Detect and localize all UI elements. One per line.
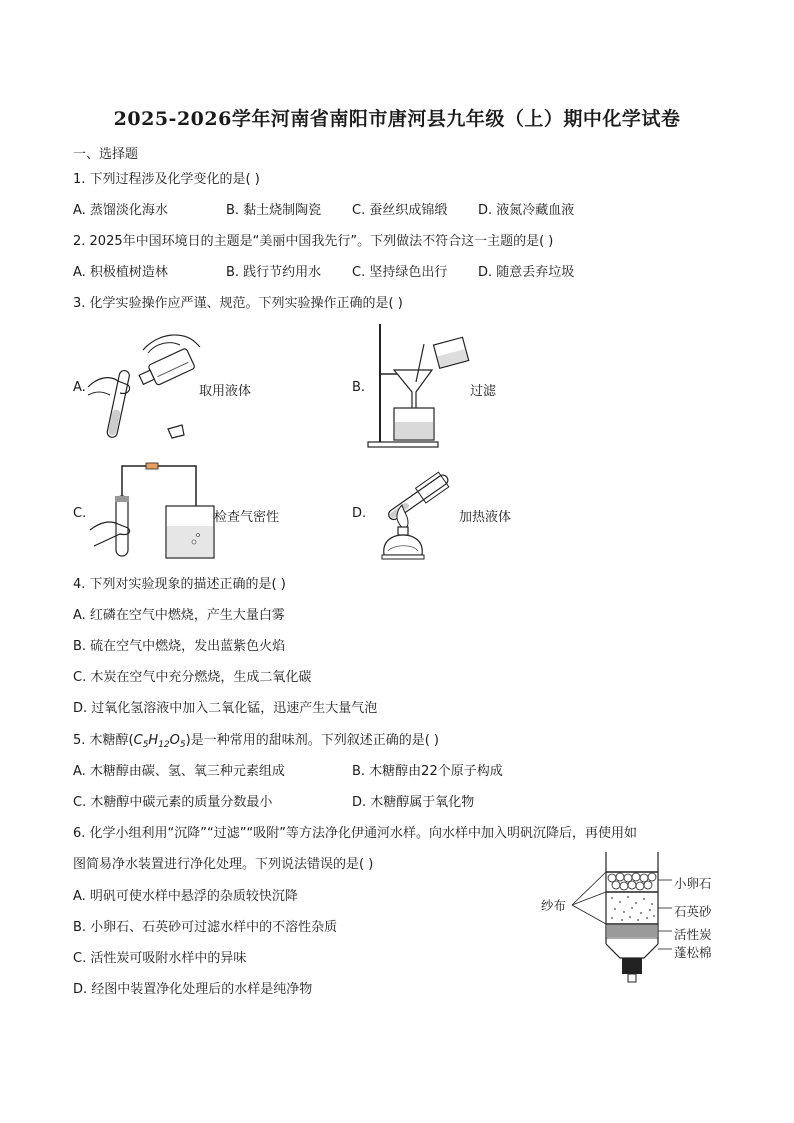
q1-option-c: C. 蚕丝织成锦缎 (352, 203, 448, 218)
q5-option-d: D. 木糖醇属于氧化物 (352, 795, 475, 810)
q3-option-c-caption: 检查气密性 (214, 510, 280, 525)
question-6-stem-line1: 6. 化学小组利用“沉降”“过滤”“吸附”等方法净化伊通河水样。向水样中加入明矾沉降后，再使用如 (73, 826, 637, 841)
q5-option-a: A. 木糖醇由碳、氢、氧三种元素组成 (73, 764, 285, 779)
label-quartz-sand: 石英砂 (674, 904, 712, 919)
question-2-stem: 2. 2025年中国环境日的主题是“美丽中国我先行”。下列做法不符合这一主题的是( ) (73, 234, 554, 249)
q3-option-a-letter: A. (73, 380, 86, 395)
q2-option-d: D. 随意丢弃垃圾 (478, 265, 575, 280)
label-pebble: 小卵石 (674, 876, 712, 891)
question-3-stem: 3. 化学实验操作应严谨、规范。下列实验操作正确的是( ) (73, 296, 403, 311)
q4-option-d: D. 过氧化氢溶液中加入二氧化锰，迅速产生大量气泡 (73, 701, 378, 716)
q3-option-b-letter: B. (352, 380, 366, 395)
q1-option-d: D. 液氮冷藏血液 (478, 203, 575, 218)
xylitol-formula: $C_5H_{12}O_5$ (133, 733, 186, 750)
section-heading: 一、选择题 (73, 147, 139, 162)
q5-option-b: B. 木糖醇由22个原子构成 (352, 764, 503, 779)
airtightness-check-figure (88, 458, 218, 566)
q3-option-a-caption: 取用液体 (199, 384, 252, 399)
q1-option-a: A. 蒸馏淡化海水 (73, 203, 168, 218)
q4-option-c: C. 木炭在空气中充分燃烧，生成二氧化碳 (73, 670, 312, 685)
label-cotton: 蓬松棉 (674, 945, 712, 960)
pour-liquid-figure (88, 325, 208, 449)
water-purifier-figure (600, 852, 680, 990)
label-activated-carbon: 活性炭 (674, 927, 712, 942)
question-4-stem: 4. 下列对实验现象的描述正确的是( ) (73, 577, 286, 592)
q4-option-a: A. 红磷在空气中燃烧，产生大量白雾 (73, 608, 285, 623)
filtration-figure (364, 322, 474, 454)
q3-option-b-caption: 过滤 (470, 384, 497, 399)
q6-option-d: D. 经图中装置净化处理后的水样是纯净物 (73, 982, 313, 997)
q4-option-b: B. 硫在空气中燃烧，发出蓝紫色火焰 (73, 639, 286, 654)
heating-liquid-figure (364, 465, 460, 573)
q3-option-d-letter: D. (352, 506, 367, 521)
q3-option-d-caption: 加热液体 (459, 510, 512, 525)
q2-option-a: A. 积极植树造林 (73, 265, 168, 280)
label-gauze: 纱布 (541, 898, 567, 913)
question-1-stem: 1. 下列过程涉及化学变化的是( ) (73, 172, 260, 187)
q6-option-a: A. 明矾可使水样中悬浮的杂质较快沉降 (73, 889, 298, 904)
q2-option-c: C. 坚持绿色出行 (352, 265, 448, 280)
q5-option-c: C. 木糖醇中碳元素的质量分数最小 (73, 795, 273, 810)
q3-option-c-letter: C. (73, 506, 87, 521)
question-6-stem-line2: 图简易净水装置进行净化处理。下列说法错误的是( ) (73, 857, 374, 872)
q2-option-b: B. 践行节约用水 (226, 265, 322, 280)
q1-option-b: B. 黏土烧制陶瓷 (226, 203, 322, 218)
q6-option-c: C. 活性炭可吸附水样中的异味 (73, 951, 247, 966)
page-title: 2025-2026学年河南省南阳市唐河县九年级（上）期中化学试卷 (113, 108, 681, 130)
gauze-leader-lines (568, 868, 610, 928)
q6-option-b: B. 小卵石、石英砂可过滤水样中的不溶性杂质 (73, 920, 338, 935)
question-5-stem: 5. 木糖醇$(C_5H_{12}O_5)$是一种常用的甜味剂。下列叙述正确的是( ) (73, 733, 439, 750)
